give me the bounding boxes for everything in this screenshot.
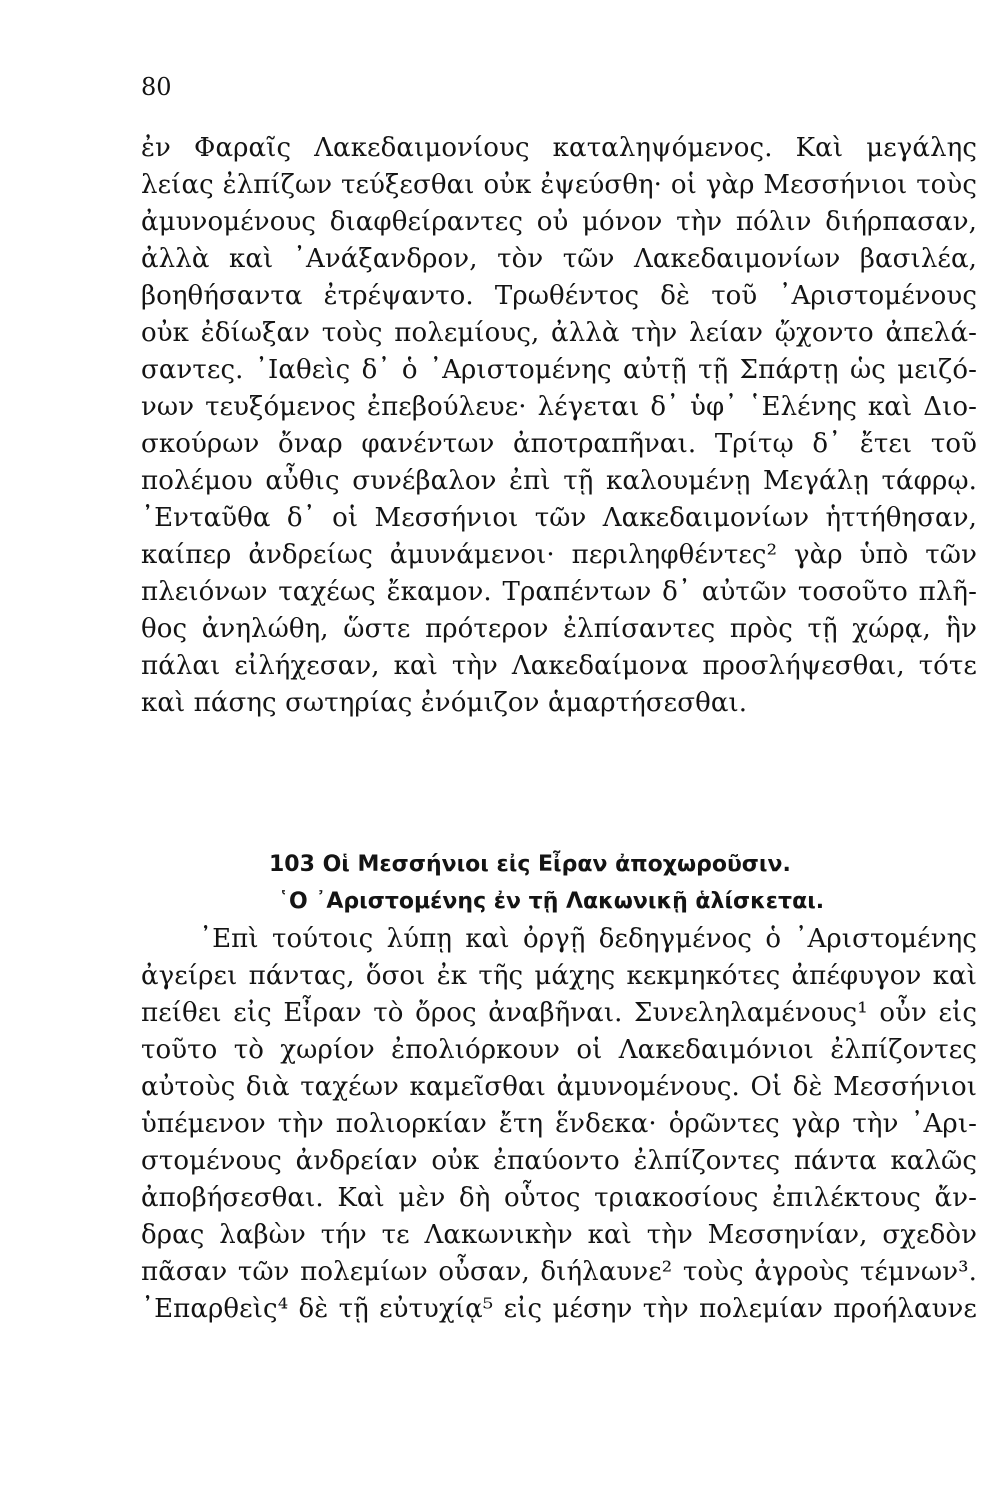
text-line: ᾿Ενταῦθα δ᾿ οἱ Μεσσήνιοι τῶν Λακεδαιμονίων ἡττήθησαν, (141, 503, 977, 533)
text-line: ἀλλὰ καὶ ᾿Ανάξανδρον, τὸν τῶν Λακεδαιμονίων βασιλέα, (141, 244, 977, 274)
text-line: πᾶσαν τῶν πολεμίων οὖσαν, διήλαυνε² τοὺς ἀγροὺς τέμνων³. (141, 1257, 977, 1287)
section-heading (141, 846, 977, 920)
paragraph-2 (141, 921, 977, 1328)
section-title-line-1: Οἱ Μεσσήνιοι εἰς Εἶραν ἀποχωροῦσιν. (322, 852, 791, 877)
text-line: τοῦτο τὸ χωρίον ἐπολιόρκουν οἱ Λακεδαιμόνιοι ἐλπίζοντες (141, 1035, 977, 1065)
text-line: ᾿Επὶ τούτοις λύπῃ καὶ ὀργῇ δεδηγμένος ὁ ᾿Αριστομένης (199, 924, 977, 954)
paragraph-1 (141, 130, 977, 722)
text-line: καὶ πάσης σωτηρίας ἐνόμιζον ἁμαρτήσεσθαι. (141, 688, 748, 718)
text-line: πλειόνων ταχέως ἔκαμον. Τραπέντων δ᾿ αὐτῶν τοσοῦτο πλῆ- (141, 577, 977, 607)
text-line: οὐκ ἐδίωξαν τοὺς πολεμίους, ἀλλὰ τὴν λείαν ᾤχοντο ἀπελά- (141, 318, 977, 348)
page-number: 80 (141, 73, 172, 101)
text-line: ἀγείρει πάντας, ὅσοι ἐκ τῆς μάχης κεκμηκότες ἀπέφυγον καὶ (141, 961, 977, 991)
text-line: πολέμου αὖθις συνέβαλον ἐπὶ τῇ καλουμένῃ Μεγάλῃ τάφρῳ. (141, 466, 977, 496)
text-line: δρας λαβὼν τήν τε Λακωνικὴν καὶ τὴν Μεσσηνίαν, σχεδὸν (141, 1220, 977, 1250)
text-line: καίπερ ἀνδρείως ἀμυνάμενοι· περιληφθέντες² γὰρ ὑπὸ τῶν (141, 540, 977, 570)
text-line: ᾿Επαρθεὶς⁴ δὲ τῇ εὐτυχίᾳ⁵ εἰς μέσην τὴν πολεμίαν προήλαυνε (141, 1294, 977, 1324)
text-line: στομένους ἀνδρείαν οὐκ ἐπαύοντο ἐλπίζοντες πάντα καλῶς (141, 1146, 977, 1176)
section-heading-line-1 (141, 846, 977, 883)
text-line: ἀμυνομένους διαφθείραντες οὐ μόνον τὴν πόλιν διήρπασαν, (141, 207, 977, 237)
text-line: λείας ἐλπίζων τεύξεσθαι οὐκ ἐψεύσθη· οἱ γὰρ Μεσσήνιοι τοὺς (141, 170, 977, 200)
text-line: πείθει εἰς Εἶραν τὸ ὄρος ἀναβῆναι. Συνεληλαμένους¹ οὖν εἰς (141, 998, 977, 1028)
text-line: σκούρων ὄναρ φανέντων ἀποτραπῆναι. Τρίτῳ δ᾿ ἔτει τοῦ (141, 429, 977, 459)
text-line: ὑπέμενον τὴν πολιορκίαν ἔτη ἕνδεκα· ὁρῶντες γὰρ τὴν ᾿Αρι- (141, 1109, 977, 1139)
text-line: πάλαι εἰλήχεσαν, καὶ τὴν Λακεδαίμονα προσλήψεσθαι, τότε (141, 651, 977, 681)
text-line: ἀποβήσεσθαι. Καὶ μὲν δὴ οὗτος τριακοσίους ἐπιλέκτους ἄν- (141, 1183, 977, 1213)
text-line: αὐτοὺς διὰ ταχέων καμεῖσθαι ἀμυνομένους. Οἱ δὲ Μεσσήνιοι (141, 1072, 977, 1102)
section-number: 103 (269, 852, 315, 877)
text-line: θος ἀνηλώθη, ὥστε πρότερον ἐλπίσαντες πρὸς τῇ χώρᾳ, ἣν (141, 614, 977, 644)
text-line: ἐν Φαραῖς Λακεδαιμονίους καταληψόμενος. Καὶ μεγάλης (141, 133, 977, 163)
text-line: βοηθήσαντα ἐτρέψαντο. Τρωθέντος δὲ τοῦ ᾿Αριστομένους (141, 281, 977, 311)
text-line: νων τευξόμενος ἐπεβούλευε· λέγεται δ᾿ ὑφ᾿ ῾Ελένης καὶ Διο- (141, 392, 977, 422)
section-title-line-2: ῾Ο ᾿Αριστομένης ἐν τῇ Λακωνικῇ ἁλίσκεται. (278, 889, 825, 914)
text-line: σαντες. ᾿Ιαθεὶς δ᾿ ὁ ᾿Αριστομένης αὐτῇ τῇ Σπάρτῃ ὡς μειζό- (141, 355, 977, 385)
